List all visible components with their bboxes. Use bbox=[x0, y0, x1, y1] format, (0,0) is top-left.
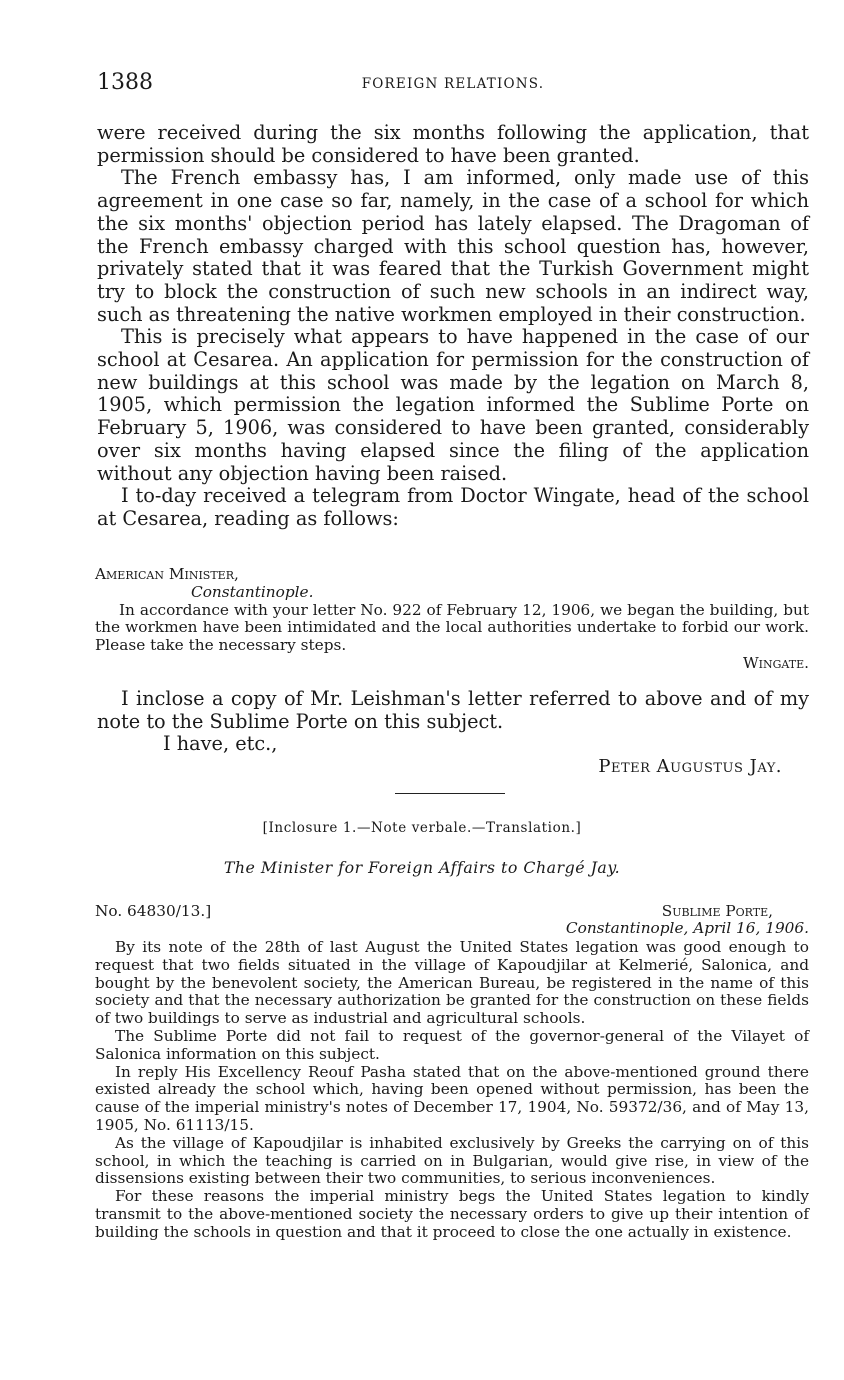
closing-paragraph: I inclose a copy of Mr. Leishman's letter referred to above and of my note to the Sublime Porte on this subject. bbox=[97, 687, 809, 733]
inclosure-label: [Inclosure 1.—Note verbale.—Translation.] bbox=[262, 820, 582, 836]
telegram-city: Constantinople. bbox=[191, 582, 314, 601]
document-place: Sublime Porte, bbox=[661, 902, 773, 920]
telegram-block bbox=[95, 566, 809, 673]
telegram-address: American Minister, bbox=[95, 565, 239, 583]
closing-salutation: I have, etc., bbox=[163, 732, 278, 756]
body-paragraph: I to-day received a telegram from Doctor Wingate, head of the school at Cesarea, reading as follows: bbox=[97, 484, 809, 530]
inclosure-dateline bbox=[95, 900, 809, 940]
letter-signature: Peter Augustus Jay. bbox=[598, 756, 782, 777]
section-divider bbox=[395, 793, 505, 794]
body-paragraph: were received during the six months following the application, that permission should be considered to have been granted. bbox=[97, 121, 809, 167]
inclosure-paragraph: The Sublime Porte did not fail to request of the governor-general of the Vilayet of Salonica information on this subject. bbox=[95, 1026, 809, 1063]
inclosure-paragraph: For these reasons the imperial ministry begs the United States legation to kindly transmit to the above-mentioned society the necessary orders to give up their intention of building the schools in question and that it proceed to close the one actually in existence. bbox=[95, 1187, 809, 1241]
inclosure-body bbox=[95, 939, 809, 1242]
telegram-signature: Wingate. bbox=[742, 653, 809, 672]
document-date: Constantinople, April 16, 1906. bbox=[565, 919, 809, 937]
inclosure-paragraph: As the village of Kapoudjilar is inhabited exclusively by Greeks the carrying on of this school, in which the teaching is carried on in Bulgarian, would give rise, in view of the dissensions existing between their two communities, to serious inconveniences. bbox=[95, 1133, 809, 1188]
running-title: FOREIGN RELATIONS. bbox=[361, 76, 545, 92]
running-header bbox=[97, 70, 809, 100]
telegram-text: In accordance with your letter No. 922 of February 12, 1906, we began the building, but the workmen have been intimidated and the local authorities undertake to forbid our work. Please take the necessary steps. bbox=[95, 600, 809, 655]
letter-body bbox=[97, 122, 809, 531]
inclosure-paragraph: In reply His Excellency Reouf Pasha stated that on the above-mentioned ground there existed already the school which, having been opened without permission, has been the cause of the imperial ministry's notes of December 17, 1904, No. 59372/36, and of May 13, 1905, No. 61113/15. bbox=[95, 1062, 809, 1134]
inclosure-heading: The Minister for Foreign Affairs to Chargé Jay. bbox=[223, 858, 621, 877]
body-paragraph: The French embassy has, I am informed, only made use of this agreement in one case so far, namely, in the case of a school for which the six months' objection period has lately elapsed. The Dragoman of the French embassy charged with this school question has, however, privately stated that it was feared that the Turkish Government might try to block the construction of such new schools in an indirect way, such as threatening the native workmen employed in their construction. bbox=[97, 166, 809, 326]
inclosure-paragraph: By its note of the 28th of last August the United States legation was good enough to request that two fields situated in the village of Kapoudjilar at Kelmerié, Salonica, and bought by the benevolent society, the American Bureau, be registered in the name of this society and that the necessary authorization be granted for the construction on these fields of two buildings to serve as industrial and agricultural schools. bbox=[95, 938, 809, 1028]
page-number: 1388 bbox=[97, 70, 153, 95]
letter-closing bbox=[97, 688, 809, 756]
body-paragraph: This is precisely what appears to have happened in the case of our school at Cesarea. An application for permission for the construction of new buildings at this school was made by the legation on March 8, 1905, which permission the legation informed the Sublime Porte on February 5, 1906, was considered to have been granted, considerably over six months having elapsed since the filing of the application without any objection having been raised. bbox=[97, 325, 809, 485]
document-number: No. 64830/13.] bbox=[95, 902, 212, 920]
